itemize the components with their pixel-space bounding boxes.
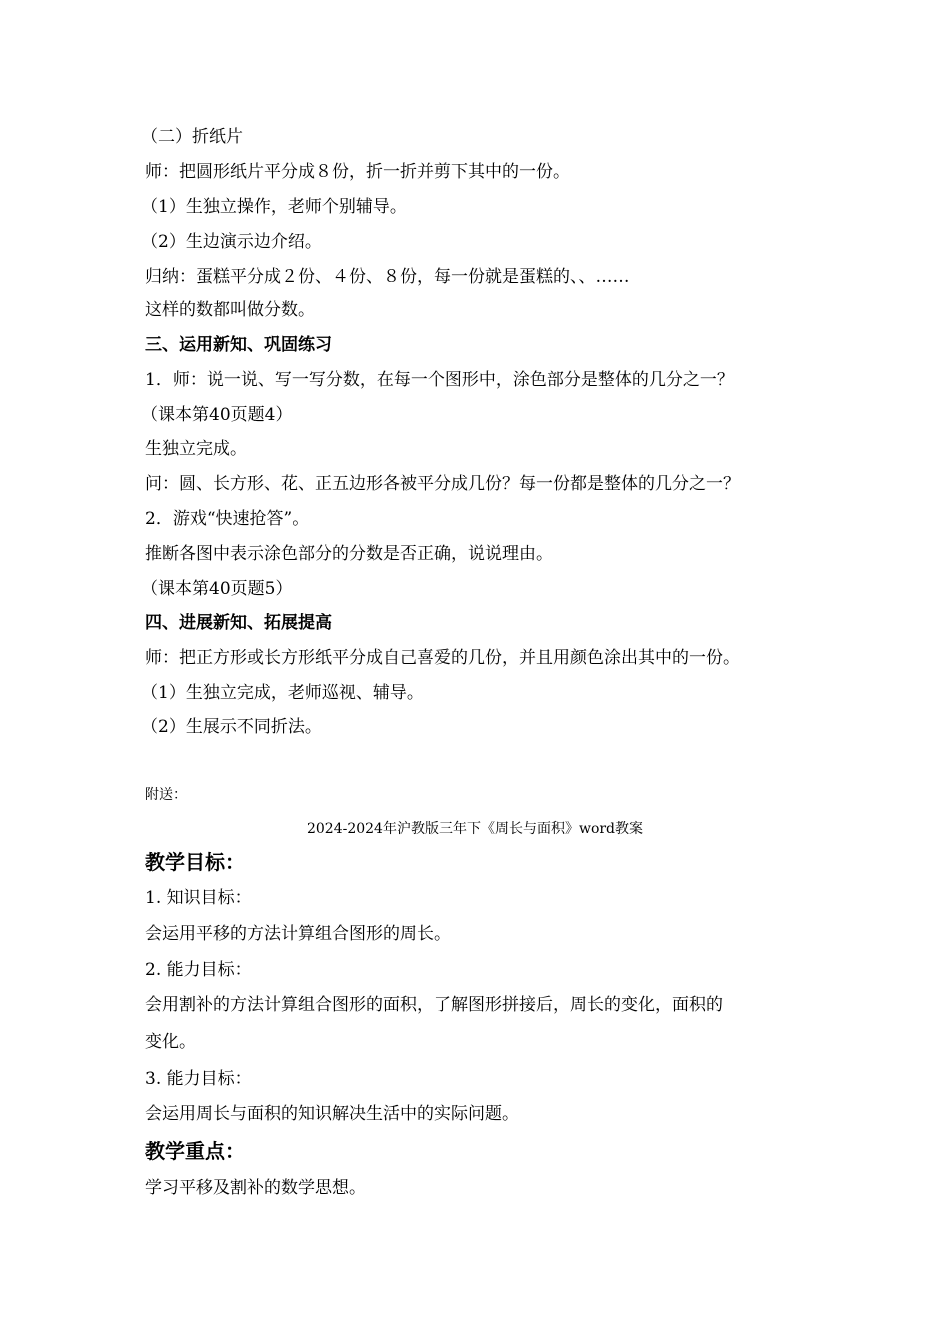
section-title-fold-paper: （二）折纸片 [141, 127, 243, 147]
question-text: 1．师：说一说、写一写分数，在每一个图形中，涂色部分是整体的几分之一？ [145, 370, 734, 390]
section-heading: 四、进展新知、拓展提高 [145, 613, 332, 633]
step-item: （2）生边演示边介绍。 [141, 232, 322, 252]
goal-text: 会用割补的方法计算组合图形的面积，了解图形拼接后，周长的变化，面积的 [145, 995, 723, 1015]
teacher-instruction: 师：把正方形或长方形纸平分成自己喜爱的几份，并且用颜色涂出其中的一份。 [145, 648, 740, 668]
section-heading: 教学重点： [145, 1139, 245, 1163]
paragraph-text: 推断各图中表示涂色部分的分数是否正确，说说理由。 [145, 544, 553, 564]
goal-label: 2. 能力目标： [145, 960, 252, 980]
goal-text: 会运用周长与面积的知识解决生活中的实际问题。 [145, 1104, 519, 1124]
goal-text: 会运用平移的方法计算组合图形的周长。 [145, 924, 451, 944]
paragraph-text: 学习平移及割补的数学思想。 [145, 1178, 366, 1198]
textbook-reference: （课本第40页题4） [141, 405, 293, 425]
goal-text: 变化。 [145, 1032, 196, 1052]
teacher-instruction: 师：把圆形纸片平分成８份，折一折并剪下其中的一份。 [145, 162, 570, 182]
step-item: （1）生独立完成，老师巡视、辅导。 [141, 683, 424, 703]
question-text: 2．游戏“快速抢答”。 [145, 509, 310, 529]
summary-text: 归纳：蛋糕平分成２份、４份、８份，每一份就是蛋糕的、、…… [145, 267, 630, 287]
document-title: 2024-2024年沪教版三年下《周长与面积》word教案 [306, 821, 644, 837]
goal-label: 3. 能力目标： [145, 1069, 252, 1089]
textbook-reference: （课本第40页题5） [141, 579, 293, 599]
step-item: （1）生独立操作，老师个别辅导。 [141, 197, 407, 217]
section-heading: 教学目标： [145, 850, 245, 874]
paragraph-text: 生独立完成。 [145, 439, 247, 459]
section-heading: 三、运用新知、巩固练习 [145, 335, 332, 355]
question-text: 问：圆、长方形、花、正五边形各被平分成几份？每一份都是整体的几分之一？ [145, 474, 740, 494]
goal-label: 1. 知识目标： [145, 888, 252, 908]
step-item: （2）生展示不同折法。 [141, 717, 322, 737]
appendix-label: 附送： [145, 787, 187, 803]
summary-text: 这样的数都叫做分数。 [145, 300, 315, 320]
